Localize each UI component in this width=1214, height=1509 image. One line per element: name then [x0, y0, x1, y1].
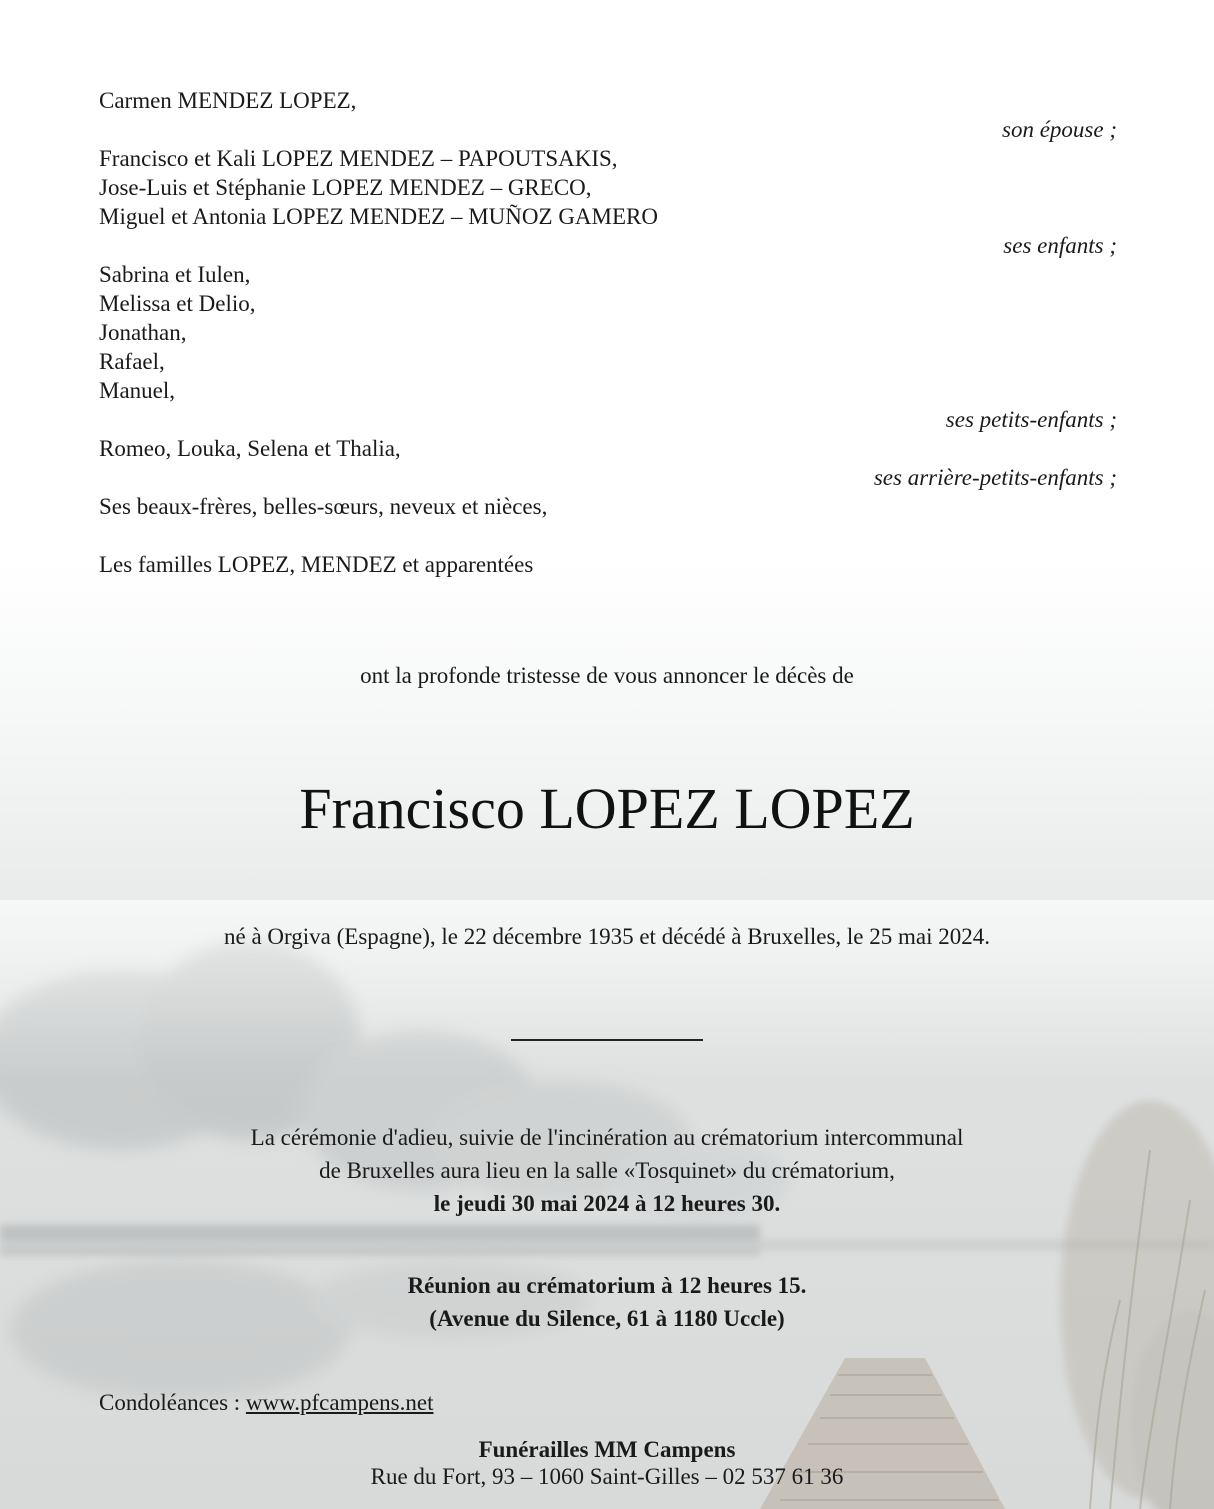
child-line: Francisco et Kali LOPEZ MENDEZ – PAPOUTSAKIS,	[99, 146, 618, 171]
ceremony-line-1: La cérémonie d'adieu, suivie de l'incinération au crématorium intercommunal	[250, 1125, 964, 1150]
announcement-text: ont la profonde tristesse de vous annoncer le décès de	[360, 663, 854, 688]
funeral-home-address: Rue du Fort, 93 – 1060 Saint-Gilles – 02 537 61 36	[370, 1464, 844, 1489]
grandchild-line: Manuel,	[99, 378, 176, 403]
great-grandchildren-role: ses arrière-petits-enfants ;	[873, 465, 1117, 490]
section-divider	[511, 1039, 703, 1041]
deceased-name: Francisco LOPEZ LOPEZ	[299, 776, 915, 841]
grandchild-line: Melissa et Delio,	[99, 291, 256, 316]
spouse-role: son épouse ;	[1002, 117, 1117, 142]
grandchild-line: Sabrina et Iulen,	[99, 262, 251, 287]
grandchildren-role: ses petits-enfants ;	[945, 407, 1117, 432]
children-role: ses enfants ;	[1003, 233, 1117, 258]
child-line: Miguel et Antonia LOPEZ MENDEZ – MUÑOZ GAMERO	[99, 204, 658, 229]
grandchild-line: Rafael,	[99, 349, 165, 374]
birth-death-line: né à Orgiva (Espagne), le 22 décembre 1935 et décédé à Bruxelles, le 25 mai 2024.	[224, 924, 990, 949]
condolences-link[interactable]: www.pfcampens.net	[245, 1390, 434, 1415]
grandchild-line: Jonathan,	[99, 320, 187, 345]
families-line: Les familles LOPEZ, MENDEZ et apparentées	[99, 552, 534, 577]
condolences-label: Condoléances :	[99, 1390, 246, 1415]
great-grandchildren: Romeo, Louka, Selena et Thalia,	[99, 436, 401, 461]
ceremony-datetime: le jeudi 30 mai 2024 à 12 heures 30.	[433, 1191, 781, 1216]
condolences-line	[99, 1388, 433, 1417]
child-line: Jose-Luis et Stéphanie LOPEZ MENDEZ – GRECO,	[99, 175, 592, 200]
meeting-address: (Avenue du Silence, 61 à 1180 Uccle)	[429, 1306, 785, 1331]
in-laws-line: Ses beaux-frères, belles-sœurs, neveux et nièces,	[99, 494, 548, 519]
spouse-name: Carmen MENDEZ LOPEZ,	[99, 88, 357, 113]
funeral-home-name: Funérailles MM Campens	[478, 1437, 736, 1462]
meeting-time: Réunion au crématorium à 12 heures 15.	[407, 1273, 807, 1298]
ceremony-line-2: de Bruxelles aura lieu en la salle «Tosquinet» du crématorium,	[319, 1158, 895, 1183]
